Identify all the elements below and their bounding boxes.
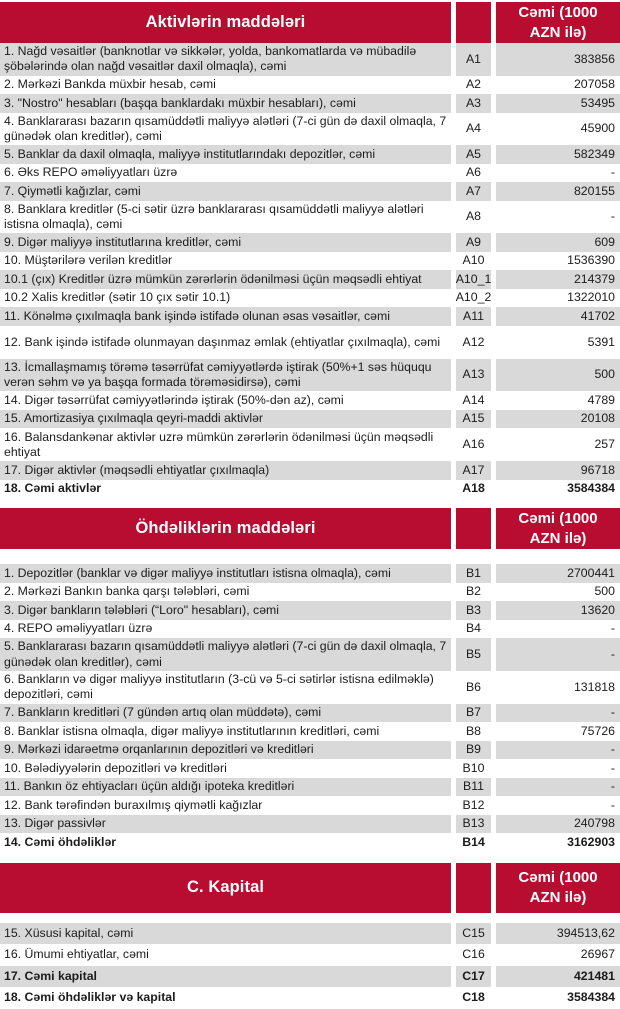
row-value: - [496, 164, 620, 183]
row-label: 5. Banklararası bazarın qısamüddətli maliyyə alətləri (7-ci gün də daxil olmaqla, 7 günədək olan kreditlər), cəmi [0, 638, 451, 671]
table-row [0, 564, 620, 583]
row-value: 1322010 [496, 289, 620, 308]
table-row [0, 741, 620, 760]
row-value: 240798 [496, 815, 620, 834]
table-row [0, 966, 620, 988]
row-label: 10. Müştərilərə verilən kreditlər [0, 252, 451, 271]
table-row [0, 759, 620, 778]
row-value: - [496, 741, 620, 760]
table-row [0, 796, 620, 815]
row-code: B14 [456, 833, 491, 852]
table-row [0, 778, 620, 797]
row-label: 2. Mərkəzi Bankda müxbir hesab, cəmi [0, 76, 451, 95]
row-label: 17. Digər aktivlər (məqsədli ehtiyatlar çıxılmaqla) [0, 461, 451, 480]
row-value: 214379 [496, 270, 620, 289]
row-code: A18 [456, 480, 491, 499]
table-row [0, 480, 620, 499]
row-label: 10. Bələdiyyələrin depozitləri və kreditləri [0, 759, 451, 778]
row-label: 12. Bank tərəfindən buraxılmış qiymətli kağızlar [0, 796, 451, 815]
row-label: 8. Banklar istisna olmaqla, digər maliyyə institutlarının kreditləri, cəmi [0, 722, 451, 741]
section-header [0, 863, 620, 913]
row-value: 421481 [496, 966, 620, 988]
table-row [0, 601, 620, 620]
table-row [0, 164, 620, 183]
row-code: A9 [456, 233, 491, 252]
row-value: 41702 [496, 307, 620, 326]
row-value: 3584384 [496, 987, 620, 1009]
row-value: 609 [496, 233, 620, 252]
row-code: A17 [456, 461, 491, 480]
row-value: 2700441 [496, 564, 620, 583]
row-label: 14. Cəmi öhdəliklər [0, 833, 451, 852]
row-code: A14 [456, 391, 491, 410]
row-value: 131818 [496, 671, 620, 704]
row-label: 10.1 (çıx) Kreditlər üzrə mümkün zərərlərin ödənilməsi üçün məqsədli ehtiyat [0, 270, 451, 289]
table-row [0, 987, 620, 1009]
row-label: 11. Bankın öz ehtiyacları üçün aldığı ipoteka kreditləri [0, 778, 451, 797]
table-row [0, 76, 620, 95]
row-code: A3 [456, 94, 491, 113]
table-row [0, 722, 620, 741]
row-label: 4. REPO əməliyyatları üzrə [0, 620, 451, 639]
row-value: 582349 [496, 145, 620, 164]
row-value: 3162903 [496, 833, 620, 852]
row-label: 2. Mərkəzi Bankın banka qarşı tələbləri, cəmi [0, 583, 451, 602]
row-label: 3. "Nostro" hesabları (başqa banklardakı müxbir hesabları), cəmi [0, 94, 451, 113]
table-row [0, 94, 620, 113]
row-label: 14. Digər təsərrüfat cəmiyyətlərində iştirak (50%-dən az), cəmi [0, 391, 451, 410]
table-row [0, 410, 620, 429]
row-code: C16 [456, 944, 491, 966]
table-row [0, 201, 620, 234]
row-value: - [496, 796, 620, 815]
value-column-header: Cəmi (1000 AZN ilə) [496, 508, 620, 549]
row-value: 45900 [496, 113, 620, 146]
row-value: - [496, 201, 620, 234]
row-value: 5391 [496, 326, 620, 359]
row-label: 13. İcmallaşmamış törəmə təsərrüfat cəmiyyətlərdə iştirak (50%+1 səs hüququ verən səhm və ya başqa formada törəməsidirsə), cəmi [0, 359, 451, 392]
row-code: C15 [456, 923, 491, 945]
table-row [0, 583, 620, 602]
row-label: 16. Balansdankənar aktivlər uzrə mümkün zərərlərin ödənilməsi üçün məqsədli ehtiyat [0, 428, 451, 461]
row-code: A1 [456, 43, 491, 76]
table-row [0, 815, 620, 834]
table-row [0, 923, 620, 945]
row-code: B6 [456, 671, 491, 704]
row-label: 9. Mərkəzi idarəetmə orqanlarının depozitləri və kreditləri [0, 741, 451, 760]
row-code: A10_2 [456, 289, 491, 308]
row-code: A5 [456, 145, 491, 164]
row-label: 1. Nağd vəsaitlər (banknotlar və sikkələr, yolda, bankomatlarda və mübadilə şöbələrində olan nağd vəsaitlər daxil olmaqla), cəmi [0, 43, 451, 76]
row-label: 1. Depozitlər (banklar və digər maliyyə institutları istisna olmaqla), cəmi [0, 564, 451, 583]
row-code: B12 [456, 796, 491, 815]
row-code: A15 [456, 410, 491, 429]
row-value: 53495 [496, 94, 620, 113]
row-value: 20108 [496, 410, 620, 429]
row-code: B8 [456, 722, 491, 741]
row-value: 3584384 [496, 480, 620, 499]
section-header [0, 508, 620, 549]
row-code: A12 [456, 326, 491, 359]
code-column-header [456, 2, 491, 43]
row-label: 5. Banklar da daxil olmaqla, maliyyə institutlarındakı depozitlər, cəmi [0, 145, 451, 164]
table-row [0, 43, 620, 76]
table-row [0, 671, 620, 704]
row-label: 9. Digər maliyyə institutlarına kreditlər, cəmi [0, 233, 451, 252]
row-code: C18 [456, 987, 491, 1009]
section-rows [0, 43, 620, 498]
row-label: 7. Bankların kreditləri (7 gündən artıq olan müddətə), cəmi [0, 704, 451, 723]
row-label: 4. Banklararası bazarın qısamüddətli maliyyə alətləri (7-ci gün də daxil olmaqla, 7 günədək olan kreditlər), cəmi [0, 113, 451, 146]
code-column-header [456, 508, 491, 549]
section-rows [0, 549, 620, 851]
row-code: A16 [456, 428, 491, 461]
row-code: B4 [456, 620, 491, 639]
table-row [0, 182, 620, 201]
row-code: B9 [456, 741, 491, 760]
table-row [0, 145, 620, 164]
row-code: C17 [456, 966, 491, 988]
table-row [0, 620, 620, 639]
table-row [0, 233, 620, 252]
row-value: 13620 [496, 601, 620, 620]
row-label: 6. Əks REPO əməliyyatları üzrə [0, 164, 451, 183]
row-value: 820155 [496, 182, 620, 201]
row-code: A7 [456, 182, 491, 201]
row-value: - [496, 759, 620, 778]
table-row [0, 359, 620, 392]
row-value: 394513,62 [496, 923, 620, 945]
section-title: C. Kapital [0, 863, 451, 913]
row-code: B2 [456, 583, 491, 602]
row-label: 12. Bank işində istifadə olunmayan daşınmaz əmlak (ehtiyatlar çıxılmaqla), cəmi [0, 326, 451, 359]
value-column-header: Cəmi (1000 AZN ilə) [496, 2, 620, 43]
table-row [0, 833, 620, 852]
table-row [0, 326, 620, 359]
table-row [0, 461, 620, 480]
table-row [0, 638, 620, 671]
row-value: - [496, 638, 620, 671]
row-value: - [496, 778, 620, 797]
row-code: A11 [456, 307, 491, 326]
balance-sheet-report [0, 2, 620, 1009]
table-row [0, 252, 620, 271]
table-row [0, 428, 620, 461]
section-assets [0, 2, 620, 498]
row-label: 15. Amortizasiya çıxılmaqla qeyri-maddi aktivlər [0, 410, 451, 429]
row-value: 500 [496, 583, 620, 602]
row-code: B7 [456, 704, 491, 723]
row-value: 500 [496, 359, 620, 392]
row-label: 18. Cəmi öhdəliklər və kapital [0, 987, 451, 1009]
table-row [0, 113, 620, 146]
table-row [0, 307, 620, 326]
section-title: Aktivlərin maddələri [0, 2, 451, 43]
row-label: 6. Bankların və digər maliyyə institutların (3-cü və 5-ci sətirlər istisna edilməklə) depozitləri, cəmi [0, 671, 451, 704]
row-code: A6 [456, 164, 491, 183]
row-code: A8 [456, 201, 491, 234]
row-label: 11. Könəlmə çıxılmaqla bank işində istifadə olunan əsas vəsaitlər, cəmi [0, 307, 451, 326]
row-value: 26967 [496, 944, 620, 966]
row-code: B5 [456, 638, 491, 671]
row-label: 16. Ümumi ehtiyatlar, cəmi [0, 944, 451, 966]
row-code: B11 [456, 778, 491, 797]
row-value: 383856 [496, 43, 620, 76]
row-value: 75726 [496, 722, 620, 741]
row-label: 18. Cəmi aktivlər [0, 480, 451, 499]
row-code: A2 [456, 76, 491, 95]
row-value: 4789 [496, 391, 620, 410]
section-title: Öhdəliklərin maddələri [0, 508, 451, 549]
row-code: A4 [456, 113, 491, 146]
row-code: A13 [456, 359, 491, 392]
section-capital [0, 863, 620, 1009]
row-value: 1536390 [496, 252, 620, 271]
row-value: 207058 [496, 76, 620, 95]
row-code: A10_1 [456, 270, 491, 289]
row-label: 15. Xüsusi kapital, cəmi [0, 923, 451, 945]
section-rows [0, 913, 620, 1009]
table-row [0, 289, 620, 308]
value-column-header: Cəmi (1000 AZN ilə) [496, 863, 620, 913]
row-code: B1 [456, 564, 491, 583]
code-column-header [456, 863, 491, 913]
table-row [0, 391, 620, 410]
table-row [0, 270, 620, 289]
row-label: 17. Cəmi kapital [0, 966, 451, 988]
row-code: B10 [456, 759, 491, 778]
row-code: B3 [456, 601, 491, 620]
table-row [0, 704, 620, 723]
row-code: A10 [456, 252, 491, 271]
section-header [0, 2, 620, 43]
row-label: 7. Qiymətli kağızlar, cəmi [0, 182, 451, 201]
table-row [0, 944, 620, 966]
row-value: - [496, 704, 620, 723]
row-label: 3. Digər bankların tələbləri (“Loro" hesabları), cəmi [0, 601, 451, 620]
row-label: 13. Digər passivlər [0, 815, 451, 834]
section-liabilities [0, 508, 620, 851]
row-value: 96718 [496, 461, 620, 480]
row-value: - [496, 620, 620, 639]
row-label: 8. Banklara kreditlər (5-ci sətir üzrə banklararası qısamüddətli maliyyə alətləri istisna olmaqla), cəmi [0, 201, 451, 234]
row-value: 257 [496, 428, 620, 461]
row-code: B13 [456, 815, 491, 834]
row-label: 10.2 Xalis kreditlər (sətir 10 çıx sətir 10.1) [0, 289, 451, 308]
